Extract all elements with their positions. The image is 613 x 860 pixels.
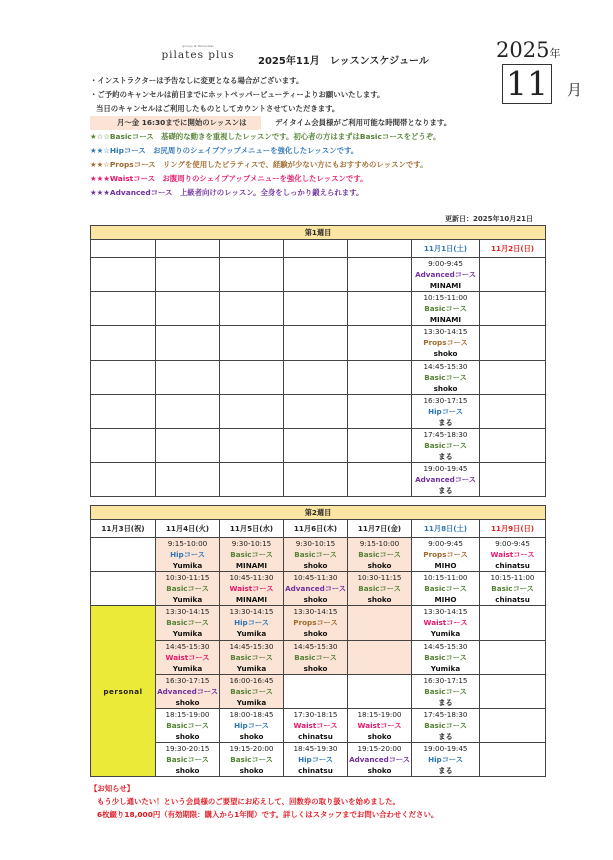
lesson-time: 19:00-19:45 — [423, 464, 468, 474]
day-header: 11月9日(日) — [480, 520, 546, 538]
empty-cell — [91, 538, 156, 572]
empty-cell — [480, 394, 546, 428]
day-header — [91, 240, 156, 258]
empty-cell — [284, 394, 348, 428]
lesson-cell[interactable] — [284, 743, 348, 777]
empty-cell — [220, 394, 284, 428]
empty-cell — [480, 674, 546, 708]
lesson-instructor: chinatsu — [495, 561, 530, 571]
schedule-row — [91, 743, 546, 777]
lesson-course: Advancedコース — [415, 270, 476, 280]
lesson-instructor: まる — [438, 732, 453, 742]
lesson-time: 16:30-17:15 — [165, 675, 210, 685]
lesson-time: 19:00-19:45 — [423, 744, 468, 754]
empty-cell — [220, 428, 284, 462]
lesson-course: Basicコース — [424, 304, 467, 314]
lesson-cell[interactable] — [156, 674, 220, 708]
lesson-cell[interactable] — [284, 572, 348, 606]
lesson-cell[interactable] — [220, 743, 284, 777]
legend-basic: ★☆☆Basicコース 基礎的な動きを重視したレッスンです。初心者の方はまずはBasicコースをどうぞ。 — [90, 132, 441, 141]
empty-cell — [156, 394, 220, 428]
lesson-cell[interactable] — [220, 606, 284, 640]
lesson-instructor: shoko — [175, 766, 200, 776]
empty-cell — [284, 360, 348, 394]
lesson-course: Propsコース — [423, 338, 468, 348]
lesson-time: 10:45-11:30 — [293, 573, 338, 583]
lesson-time: 16:00-16:45 — [229, 675, 274, 685]
empty-cell — [348, 360, 412, 394]
day-header — [284, 240, 348, 258]
empty-cell — [220, 258, 284, 292]
empty-cell — [480, 258, 546, 292]
schedule-row — [91, 463, 546, 497]
lesson-cell[interactable] — [156, 743, 220, 777]
lesson-instructor: MINAMI — [235, 595, 268, 605]
lesson-course: Basicコース — [424, 721, 467, 731]
lesson-cell[interactable] — [348, 708, 412, 742]
lesson-instructor: shoko — [175, 732, 200, 742]
lesson-time: 10:45-11:30 — [229, 573, 274, 583]
lesson-course: Basicコース — [166, 584, 209, 594]
week1-title: 第1週目 — [91, 226, 546, 240]
lesson-course: Advancedコース — [285, 584, 346, 594]
empty-cell — [348, 640, 412, 674]
schedule-row — [91, 606, 546, 640]
empty-cell — [91, 360, 156, 394]
empty-cell — [156, 428, 220, 462]
empty-cell — [91, 258, 156, 292]
week2-title: 第2週目 — [91, 506, 546, 520]
lesson-course: Waistコース — [165, 652, 210, 662]
empty-cell — [220, 326, 284, 360]
lesson-instructor: MIHO — [434, 561, 457, 571]
schedule-row — [91, 292, 546, 326]
lesson-cell[interactable] — [412, 538, 480, 572]
lesson-time: 13:30-14:15 — [229, 607, 274, 617]
empty-cell — [348, 463, 412, 497]
lesson-course: Basicコース — [230, 755, 273, 765]
day-header — [220, 240, 284, 258]
empty-cell — [284, 463, 348, 497]
empty-cell — [156, 463, 220, 497]
lesson-time: 14:45-15:30 — [165, 641, 210, 651]
schedule-row — [91, 708, 546, 742]
lesson-course: Basicコース — [424, 652, 467, 662]
lesson-time: 17:45-18:30 — [423, 430, 468, 440]
empty-cell — [91, 326, 156, 360]
lesson-course: Hipコース — [234, 618, 269, 628]
lesson-course: Hipコース — [298, 755, 333, 765]
lesson-course: Basicコース — [166, 618, 209, 628]
year-value: 2025 — [496, 38, 550, 62]
lesson-cell[interactable] — [412, 292, 480, 326]
empty-cell — [91, 463, 156, 497]
empty-cell — [156, 258, 220, 292]
day-header: 11月1日(土) — [412, 240, 480, 258]
lesson-cell[interactable] — [156, 640, 220, 674]
lesson-instructor: MINAMI — [235, 561, 268, 571]
logo-subtitle: group & Personal — [182, 44, 214, 48]
lesson-cell[interactable] — [220, 538, 284, 572]
empty-cell — [156, 326, 220, 360]
lesson-instructor: shoko — [433, 349, 458, 359]
lesson-course: Basicコース — [294, 652, 337, 662]
lesson-course: Basicコース — [166, 721, 209, 731]
empty-cell — [348, 674, 412, 708]
lesson-instructor: まる — [438, 697, 453, 707]
empty-cell — [480, 428, 546, 462]
lesson-time: 19:15-20:00 — [229, 744, 274, 754]
lesson-cell[interactable] — [156, 606, 220, 640]
empty-cell — [480, 292, 546, 326]
page-title: 2025年11月 レッスンスケジュール — [258, 56, 429, 67]
lesson-time: 18:15-19:00 — [357, 710, 402, 720]
lesson-instructor: shoko — [303, 629, 328, 639]
lesson-course: Hipコース — [428, 755, 463, 765]
lesson-cell[interactable] — [480, 538, 546, 572]
empty-cell — [480, 360, 546, 394]
lesson-course: Advancedコース — [415, 475, 476, 485]
lesson-instructor: shoko — [367, 595, 392, 605]
lesson-cell[interactable] — [220, 708, 284, 742]
lesson-instructor: shoko — [303, 663, 328, 673]
lesson-time: 9:15-10:00 — [167, 539, 208, 549]
schedule-row — [91, 394, 546, 428]
lesson-cell[interactable] — [220, 674, 284, 708]
lesson-time: 14:45-15:30 — [293, 641, 338, 651]
lesson-cell[interactable] — [284, 640, 348, 674]
empty-cell — [91, 572, 156, 606]
year-unit: 年 — [549, 47, 561, 60]
lesson-cell[interactable] — [348, 743, 412, 777]
empty-cell — [348, 326, 412, 360]
lesson-cell[interactable] — [284, 606, 348, 640]
day-header: 11月4日(火) — [156, 520, 220, 538]
lesson-instructor: Yumika — [430, 629, 461, 639]
empty-cell — [480, 326, 546, 360]
personal-block: personal — [91, 606, 156, 777]
lesson-time: 13:30-14:15 — [423, 327, 468, 337]
lesson-instructor: shoko — [303, 595, 328, 605]
daytime-highlight: 月～金 16:30までに開始のレッスンは — [90, 116, 261, 130]
day-header: 11月8日(土) — [412, 520, 480, 538]
notice-line-1: もう少し通いたい！という会員様のご要望にお応えして、回数券の取り扱いを始めました。 — [97, 797, 400, 806]
lesson-course: Waistコース — [490, 550, 535, 560]
empty-cell — [220, 292, 284, 326]
empty-cell — [91, 428, 156, 462]
lesson-cell[interactable] — [412, 640, 480, 674]
lesson-instructor: Yumika — [172, 561, 203, 571]
lesson-course: Propsコース — [293, 618, 338, 628]
year-label — [496, 38, 560, 62]
lesson-time: 18:15-19:00 — [165, 710, 210, 720]
lesson-cell[interactable] — [348, 538, 412, 572]
studio-logo — [158, 44, 238, 61]
empty-cell — [348, 428, 412, 462]
lesson-course: Basicコース — [230, 652, 273, 662]
lesson-cell[interactable] — [412, 463, 480, 497]
schedule-row — [91, 572, 546, 606]
schedule-row — [91, 326, 546, 360]
lesson-instructor: MIHO — [434, 595, 457, 605]
empty-cell — [91, 292, 156, 326]
lesson-time: 19:15-20:00 — [357, 744, 402, 754]
lesson-cell[interactable] — [220, 572, 284, 606]
note-same-day-cancel: 当日のキャンセルはご利用したものとしてカウントさせていただきます。 — [96, 104, 340, 113]
empty-cell — [348, 606, 412, 640]
empty-cell — [220, 360, 284, 394]
lesson-instructor: chinatsu — [298, 732, 333, 742]
lesson-instructor: chinatsu — [298, 766, 333, 776]
lesson-time: 13:30-14:15 — [293, 607, 338, 617]
empty-cell — [348, 292, 412, 326]
lesson-time: 9:30-10:15 — [231, 539, 272, 549]
lesson-course: Basicコース — [230, 550, 273, 560]
lesson-time: 10:15-11:00 — [423, 293, 468, 303]
lesson-cell[interactable] — [412, 258, 480, 292]
lesson-time: 9:30-10:15 — [295, 539, 336, 549]
lesson-cell[interactable] — [412, 394, 480, 428]
lesson-course: Waistコース — [293, 721, 338, 731]
lesson-time: 14:45-15:30 — [423, 641, 468, 651]
lesson-course: Hipコース — [170, 550, 205, 560]
empty-cell — [480, 708, 546, 742]
legend-props: ★★☆Propsコース リングを使用したピラティスで、経験が少ない方にもおすすめのレッスンです。 — [90, 160, 428, 169]
lesson-instructor: chinatsu — [495, 595, 530, 605]
note-daytime — [90, 116, 451, 130]
lesson-instructor: Yumika — [236, 629, 267, 639]
empty-cell — [284, 326, 348, 360]
day-header: 11月3日(祝) — [91, 520, 156, 538]
lesson-course: Basicコース — [424, 372, 467, 382]
lesson-cell[interactable] — [156, 572, 220, 606]
lesson-time: 9:15-10:00 — [359, 539, 400, 549]
lesson-instructor: shoko — [367, 766, 392, 776]
lesson-time: 18:45-19:30 — [293, 744, 338, 754]
lesson-time: 10:15-11:00 — [490, 573, 535, 583]
lesson-course: Basicコース — [424, 584, 467, 594]
lesson-cell[interactable] — [220, 640, 284, 674]
empty-cell — [284, 258, 348, 292]
lesson-cell[interactable] — [284, 538, 348, 572]
lesson-course: Basicコース — [358, 550, 401, 560]
lesson-time: 10:30-11:15 — [165, 573, 210, 583]
legend-advanced: ★★★Advancedコース 上級者向けのレッスン。全身をしっかり鍛えられます。 — [90, 188, 364, 197]
schedule-row — [91, 640, 546, 674]
empty-cell — [480, 743, 546, 777]
notes — [90, 74, 451, 200]
lesson-course: Hipコース — [428, 406, 463, 416]
lesson-course: Propsコース — [423, 550, 468, 560]
lesson-instructor: Yumika — [172, 663, 203, 673]
daytime-text: デイタイム会員様がご利用可能な時間帯となります。 — [275, 118, 452, 127]
schedule-row — [91, 360, 546, 394]
lesson-time: 13:30-14:15 — [165, 607, 210, 617]
week2-table — [90, 505, 546, 777]
day-header: 11月6日(木) — [284, 520, 348, 538]
lesson-time: 17:45-18:30 — [423, 710, 468, 720]
empty-cell — [91, 394, 156, 428]
lesson-instructor: shoko — [239, 732, 264, 742]
lesson-cell[interactable] — [412, 743, 480, 777]
lesson-instructor: shoko — [175, 697, 200, 707]
lesson-course: Basicコース — [294, 550, 337, 560]
lesson-instructor: shoko — [433, 383, 458, 393]
lesson-course: Hipコース — [234, 721, 269, 731]
lesson-instructor: shoko — [303, 561, 328, 571]
day-header — [348, 240, 412, 258]
lesson-time: 10:15-11:00 — [423, 573, 468, 583]
empty-cell — [480, 463, 546, 497]
lesson-cell[interactable] — [412, 674, 480, 708]
lesson-cell[interactable] — [284, 708, 348, 742]
legend-hip: ★★☆Hipコース お尻周りのシェイプアップメニューを強化したレッスンです。 — [90, 146, 359, 155]
lesson-course: Advancedコース — [157, 686, 218, 696]
day-header: 11月5日(水) — [220, 520, 284, 538]
week1-table — [90, 225, 546, 497]
empty-cell — [284, 292, 348, 326]
lesson-instructor: まる — [438, 417, 453, 427]
empty-cell — [284, 674, 348, 708]
lesson-cell[interactable] — [412, 606, 480, 640]
lesson-course: Basicコース — [230, 686, 273, 696]
month-box: 11 — [502, 64, 552, 104]
lesson-cell[interactable] — [156, 708, 220, 742]
lesson-cell[interactable] — [412, 572, 480, 606]
empty-cell — [220, 463, 284, 497]
lesson-instructor: MINAMI — [429, 315, 462, 325]
day-header: 11月2日(日) — [480, 240, 546, 258]
lesson-course: Basicコース — [424, 441, 467, 451]
notice — [90, 782, 438, 821]
empty-cell — [156, 360, 220, 394]
lesson-instructor: Yumika — [430, 663, 461, 673]
lesson-instructor: shoko — [239, 766, 264, 776]
lesson-instructor: Yumika — [236, 663, 267, 673]
legend-waist: ★★★Waistコース お腹周りのシェイプアップメニューを強化したレッスンです。 — [90, 174, 368, 183]
lesson-instructor: Yumika — [172, 629, 203, 639]
lesson-course: Basicコース — [491, 584, 534, 594]
schedule-row — [91, 258, 546, 292]
lesson-time: 16:30-17:15 — [423, 675, 468, 685]
lesson-course: Waistコース — [423, 618, 468, 628]
lesson-instructor: shoko — [367, 561, 392, 571]
day-header — [156, 240, 220, 258]
lesson-cell[interactable] — [480, 572, 546, 606]
lesson-course: Waistコース — [357, 721, 402, 731]
lesson-time: 9:00-9:45 — [428, 539, 463, 549]
notice-line-2: 6枚綴り18,000円（有効期限：購入から1年間）です。詳しくはスタッフまでお問い合わせください。 — [97, 810, 439, 819]
lesson-course: Basicコース — [424, 686, 467, 696]
lesson-cell[interactable] — [156, 538, 220, 572]
day-header: 11月7日(金) — [348, 520, 412, 538]
lesson-time: 14:45-15:30 — [423, 361, 468, 371]
empty-cell — [480, 640, 546, 674]
lesson-instructor: Yumika — [236, 697, 267, 707]
lesson-time: 19:30-20:15 — [165, 744, 210, 754]
lesson-time: 9:00-9:45 — [428, 259, 463, 269]
lesson-instructor: shoko — [367, 732, 392, 742]
lesson-time: 13:30-14:15 — [423, 607, 468, 617]
schedule-row — [91, 674, 546, 708]
schedule-row — [91, 428, 546, 462]
schedule-row — [91, 538, 546, 572]
lesson-time: 18:00-18:45 — [229, 710, 274, 720]
empty-cell — [156, 292, 220, 326]
lesson-cell[interactable] — [412, 360, 480, 394]
lesson-cell[interactable] — [348, 572, 412, 606]
lesson-instructor: まる — [438, 486, 453, 496]
lesson-instructor: まる — [438, 452, 453, 462]
lesson-course: Basicコース — [358, 584, 401, 594]
lesson-cell[interactable] — [412, 428, 480, 462]
lesson-time: 10:30-11:15 — [357, 573, 402, 583]
empty-cell — [348, 258, 412, 292]
lesson-instructor: MINAMI — [429, 281, 462, 291]
note-instructor-change: ・インストラクターは予告なしに変更となる場合がございます。 — [90, 76, 304, 85]
lesson-course: Waistコース — [229, 584, 274, 594]
month-unit: 月 — [567, 81, 583, 99]
lesson-course: Advancedコース — [349, 755, 410, 765]
empty-cell — [284, 428, 348, 462]
note-cancel: ・ご予約のキャンセルは前日までにホットペッパービューティーよりお願いいたします。 — [90, 90, 385, 99]
lesson-time: 14:45-15:30 — [229, 641, 274, 651]
lesson-time: 9:00-9:45 — [495, 539, 530, 549]
lesson-instructor: Yumika — [172, 595, 203, 605]
logo-name: pilates plus — [161, 49, 235, 61]
updated-date: 更新日：2025年10月21日 — [445, 215, 533, 223]
lesson-cell[interactable] — [412, 708, 480, 742]
lesson-cell[interactable] — [412, 326, 480, 360]
lesson-time: 17:30-18:15 — [293, 710, 338, 720]
empty-cell — [348, 394, 412, 428]
lesson-instructor: まる — [438, 766, 453, 776]
lesson-course: Basicコース — [166, 755, 209, 765]
notice-title: 【お知らせ】 — [90, 784, 135, 793]
empty-cell — [480, 606, 546, 640]
lesson-time: 16:30-17:15 — [423, 395, 468, 405]
